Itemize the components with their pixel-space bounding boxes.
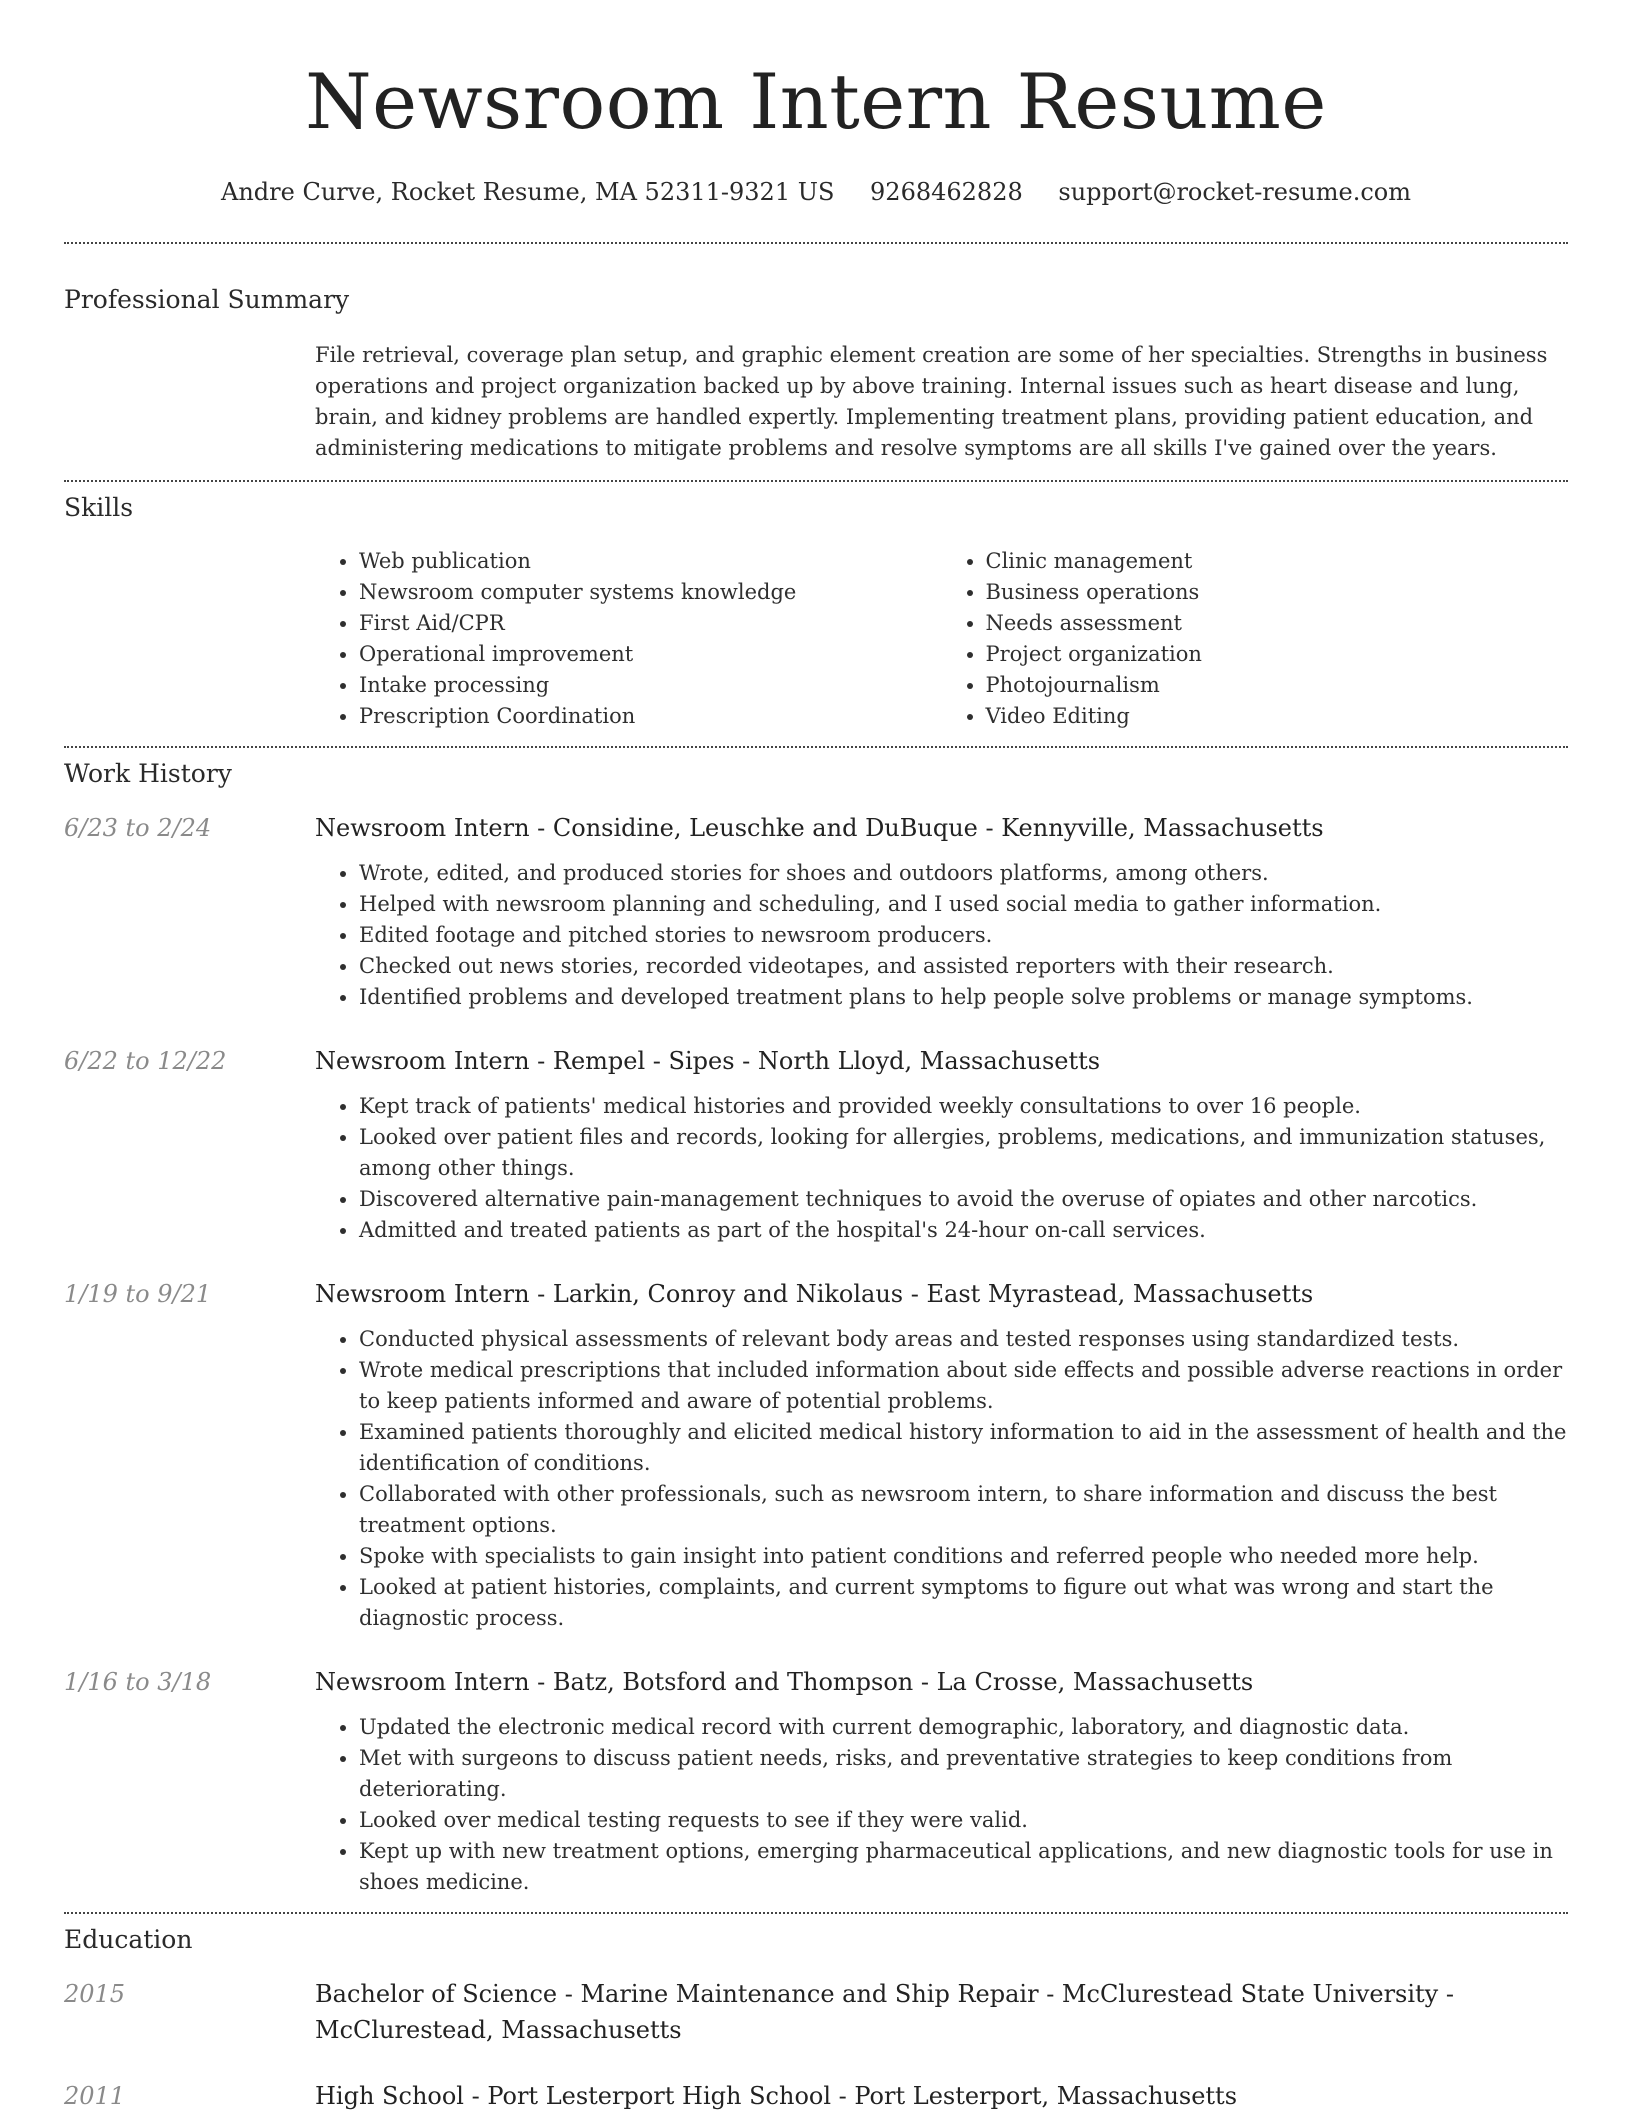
job-bullet: • Looked at patient histories, complaints, and current symptoms to figure out what was wrong and start the diagnostic process. bbox=[359, 1572, 1568, 1634]
job-bullet: • Updated the electronic medical record with current demographic, laboratory, and diagnostic data. bbox=[359, 1712, 1568, 1743]
skill-item: • Business operations bbox=[986, 577, 1569, 608]
job-entry bbox=[64, 1276, 1568, 1634]
skills-section bbox=[64, 482, 1568, 746]
skill-item: • Intake processing bbox=[359, 670, 942, 701]
job-bullets bbox=[315, 858, 1568, 1013]
job-title: Newsroom Intern - Batz, Botsford and Thompson - La Crosse, Massachusetts bbox=[315, 1668, 1254, 1696]
education-date: 2011 bbox=[64, 2082, 126, 2110]
job-bullet: • Met with surgeons to discuss patient needs, risks, and preventative strategies to keep conditions from deteriorating. bbox=[359, 1743, 1568, 1805]
job-bullets bbox=[315, 1712, 1568, 1898]
education-entry bbox=[64, 1976, 1568, 2048]
work-history-section bbox=[64, 748, 1568, 1912]
job-entry bbox=[64, 810, 1568, 1013]
job-bullet: • Kept up with new treatment options, emerging pharmaceutical applications, and new diagnostic tools for use in shoes medicine. bbox=[359, 1836, 1568, 1898]
job-bullet: • Conducted physical assessments of relevant body areas and tested responses using standardized tests. bbox=[359, 1324, 1568, 1355]
job-bullets bbox=[315, 1324, 1568, 1634]
job-entry bbox=[64, 1043, 1568, 1246]
education-title: Bachelor of Science - Marine Maintenance and Ship Repair - McClurestead State University - McClurestead, Massachusetts bbox=[315, 1980, 1454, 2044]
job-title: Newsroom Intern - Rempel - Sipes - North Lloyd, Massachusetts bbox=[315, 1047, 1101, 1075]
job-date: 6/22 to 12/22 bbox=[64, 1047, 227, 1075]
job-date: 1/16 to 3/18 bbox=[64, 1668, 212, 1696]
job-bullet: • Looked over medical testing requests to see if they were valid. bbox=[359, 1805, 1568, 1836]
job-bullets bbox=[315, 1091, 1568, 1246]
skill-item: • Prescription Coordination bbox=[359, 701, 942, 732]
education-title: High School - Port Lesterport High School - Port Lesterport, Massachusetts bbox=[315, 2082, 1238, 2110]
summary-text: File retrieval, coverage plan setup, and graphic element creation are some of her specialties. Strengths in business operations and project organization backed up by above training. Internal issues such as heart disease and lung, brain, and kidney problems are handled expertly. Implementing treatment plans, providing patient education, and administering medications to mitigate problems and resolve symptoms are all skills I've gained over the years. bbox=[315, 343, 1548, 460]
resume-title: Newsroom Intern Resume bbox=[305, 57, 1327, 146]
job-bullet: • Identified problems and developed treatment plans to help people solve problems or manage symptoms. bbox=[359, 982, 1568, 1013]
skill-item: • First Aid/CPR bbox=[359, 608, 942, 639]
job-title: Newsroom Intern - Considine, Leuschke and DuBuque - Kennyville, Massachusetts bbox=[315, 814, 1324, 842]
skill-item: • Needs assessment bbox=[986, 608, 1569, 639]
education-section bbox=[64, 1914, 1568, 2114]
job-title: Newsroom Intern - Larkin, Conroy and Nikolaus - East Myrastead, Massachusetts bbox=[315, 1280, 1314, 1308]
contact-email: support@rocket-resume.com bbox=[1058, 178, 1411, 206]
job-date: 1/19 to 9/21 bbox=[64, 1280, 212, 1308]
contact-line bbox=[64, 176, 1568, 208]
skills-list-right bbox=[942, 546, 1569, 732]
skill-item: • Operational improvement bbox=[359, 639, 942, 670]
job-bullet: • Wrote, edited, and produced stories for shoes and outdoors platforms, among others. bbox=[359, 858, 1568, 889]
job-bullet: • Discovered alternative pain-management techniques to avoid the overuse of opiates and other narcotics. bbox=[359, 1184, 1568, 1215]
job-bullet: • Edited footage and pitched stories to newsroom producers. bbox=[359, 920, 1568, 951]
skill-item: • Photojournalism bbox=[986, 670, 1569, 701]
resume-page bbox=[64, 0, 1568, 2114]
job-bullet: • Looked over patient files and records, looking for allergies, problems, medications, and immunization statuses, among other things. bbox=[359, 1122, 1568, 1184]
job-bullet: • Helped with newsroom planning and scheduling, and I used social media to gather information. bbox=[359, 889, 1568, 920]
job-bullet: • Kept track of patients' medical histories and provided weekly consultations to over 16 people. bbox=[359, 1091, 1568, 1122]
summary-section bbox=[64, 244, 1568, 480]
skill-item: • Web publication bbox=[359, 546, 942, 577]
job-bullet: • Examined patients thoroughly and elicited medical history information to aid in the assessment of health and the identification of conditions. bbox=[359, 1417, 1568, 1479]
contact-address: Andre Curve, Rocket Resume, MA 52311-9321 US bbox=[221, 178, 835, 206]
skill-item: • Project organization bbox=[986, 639, 1569, 670]
education-heading: Education bbox=[64, 1925, 193, 1954]
job-date: 6/23 to 2/24 bbox=[64, 814, 212, 842]
skill-item: • Video Editing bbox=[986, 701, 1569, 732]
work-history-heading: Work History bbox=[64, 759, 232, 788]
skill-item: • Clinic management bbox=[986, 546, 1569, 577]
skills-list-left bbox=[315, 546, 942, 732]
job-entry bbox=[64, 1664, 1568, 1898]
contact-phone: 9268462828 bbox=[870, 178, 1023, 206]
skill-item: • Newsroom computer systems knowledge bbox=[359, 577, 942, 608]
job-bullet: • Collaborated with other professionals, such as newsroom intern, to share information and discuss the best treatment options. bbox=[359, 1479, 1568, 1541]
job-bullet: • Wrote medical prescriptions that included information about side effects and possible adverse reactions in order to keep patients informed and aware of potential problems. bbox=[359, 1355, 1568, 1417]
job-bullet: • Admitted and treated patients as part of the hospital's 24-hour on-call services. bbox=[359, 1215, 1568, 1246]
job-bullet: • Spoke with specialists to gain insight into patient conditions and referred people who needed more help. bbox=[359, 1541, 1568, 1572]
education-date: 2015 bbox=[64, 1980, 126, 2008]
skills-heading: Skills bbox=[64, 493, 134, 522]
education-entry bbox=[64, 2078, 1568, 2114]
summary-heading: Professional Summary bbox=[64, 285, 350, 314]
job-bullet: • Checked out news stories, recorded videotapes, and assisted reporters with their research. bbox=[359, 951, 1568, 982]
